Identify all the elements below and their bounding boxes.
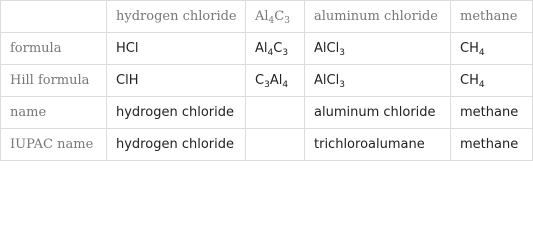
cell-al4c3 bbox=[246, 129, 305, 161]
cell-text: CH bbox=[460, 41, 479, 56]
cell-text: AlCl bbox=[314, 41, 340, 56]
cell-methane bbox=[451, 65, 533, 97]
cell-al4c3 bbox=[246, 97, 305, 129]
cell-text: aluminum chloride bbox=[314, 105, 436, 120]
header-row bbox=[1, 1, 533, 33]
subscript: 4 bbox=[267, 48, 274, 58]
cell-text: methane bbox=[460, 105, 519, 120]
table-row bbox=[1, 97, 533, 129]
cell-aluminum-chloride bbox=[305, 97, 451, 129]
header-hydrogen-chloride: hydrogen chloride bbox=[107, 1, 246, 33]
cell-hydrogen-chloride bbox=[107, 65, 246, 97]
cell-text: HCl bbox=[116, 41, 139, 56]
subscript: 3 bbox=[339, 80, 345, 90]
cell-hydrogen-chloride bbox=[107, 97, 246, 129]
table-row bbox=[1, 129, 533, 161]
row-label: IUPAC name bbox=[1, 129, 107, 161]
cell-methane bbox=[451, 33, 533, 65]
cell-methane bbox=[451, 97, 533, 129]
subscript: 4 bbox=[282, 80, 289, 90]
cell-aluminum-chloride bbox=[305, 33, 451, 65]
header-al4c3-label: $Al_4C_3$ bbox=[255, 9, 290, 26]
table-body bbox=[1, 33, 533, 161]
table-row bbox=[1, 65, 533, 97]
cell-aluminum-chloride bbox=[305, 129, 451, 161]
cell-hydrogen-chloride bbox=[107, 33, 246, 65]
header-aluminum-chloride: aluminum chloride bbox=[305, 1, 451, 33]
header-al4c3 bbox=[246, 1, 305, 33]
subscript: 3 bbox=[264, 80, 270, 90]
cell-text: AlCl bbox=[314, 73, 340, 88]
cell-text: hydrogen chloride bbox=[116, 137, 234, 152]
row-label: formula bbox=[1, 33, 107, 65]
subscript: 3 bbox=[282, 48, 289, 58]
cell-al4c3 bbox=[246, 65, 305, 97]
cell-text: Al bbox=[269, 73, 283, 88]
subscript: 4 bbox=[478, 48, 485, 58]
cell-text: Al bbox=[255, 41, 268, 56]
subscript: 3 bbox=[339, 48, 345, 58]
row-label: name bbox=[1, 97, 107, 129]
cell-text: hydrogen chloride bbox=[116, 105, 234, 120]
table-row bbox=[1, 33, 533, 65]
cell-text: CH bbox=[460, 73, 479, 88]
cell-text: trichloroalumane bbox=[314, 137, 425, 152]
cell-aluminum-chloride bbox=[305, 65, 451, 97]
cell-text: methane bbox=[460, 137, 519, 152]
subscript: 4 bbox=[478, 80, 485, 90]
header-corner bbox=[1, 1, 107, 33]
cell-al4c3 bbox=[246, 33, 305, 65]
cell-text: ClH bbox=[116, 73, 139, 88]
cell-text: C bbox=[273, 41, 283, 56]
row-label: Hill formula bbox=[1, 65, 107, 97]
cell-hydrogen-chloride bbox=[107, 129, 246, 161]
cell-methane bbox=[451, 129, 533, 161]
header-methane: methane bbox=[451, 1, 533, 33]
cell-text: C bbox=[255, 73, 265, 88]
